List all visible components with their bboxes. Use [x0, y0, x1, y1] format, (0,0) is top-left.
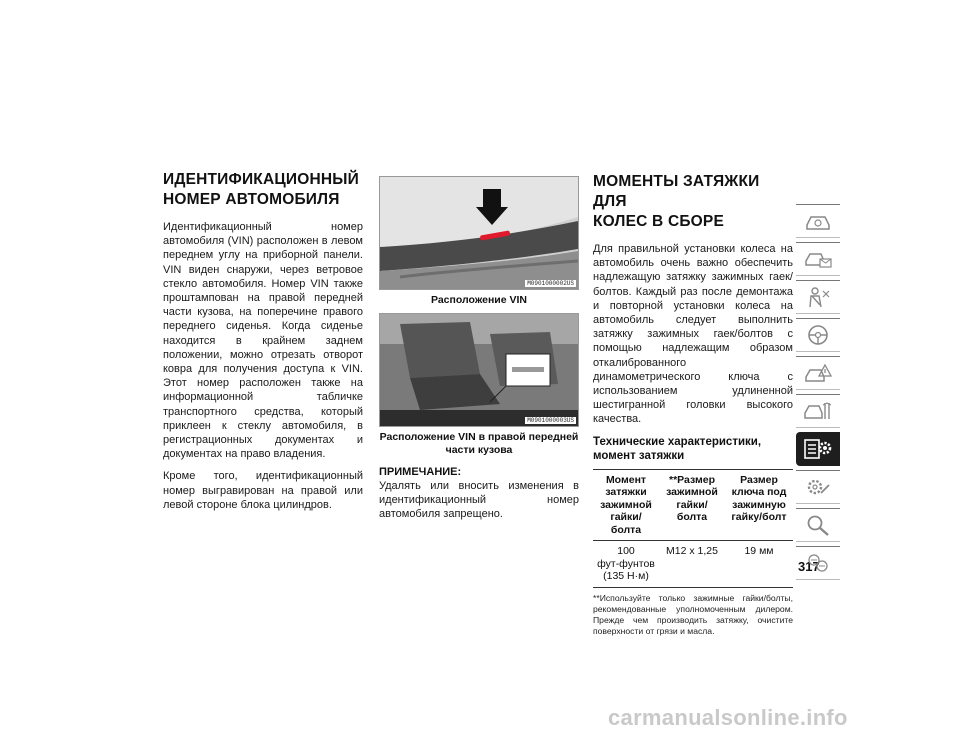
tab-dashboard[interactable] — [796, 204, 840, 238]
vin-seat-photo — [379, 313, 579, 427]
image-code: M0901000002US — [527, 280, 574, 287]
note-title: ПРИМЕЧАНИЕ: — [379, 466, 462, 478]
photo-caption-2: Расположение VIN в правой передней части кузова — [379, 431, 579, 456]
vin-dashboard-photo — [379, 176, 579, 290]
right-column — [593, 172, 793, 637]
torque-paragraph: Для правильной установки колеса на автомобиль очень важно обеспечить надлежащую затяжку зажимных гаек/болтов. Каждый раз после демонтажа и повторной установки колеса на автомобиль следует выполнить затяжку зажимных гаек/болтов с помощью надлежащим образом откалиброванного динамометрического ключа с использованием удлиненной шестигранной головки высокого качества. — [593, 243, 793, 426]
section-heading-vin — [163, 170, 363, 210]
vin-paragraph-2: Кроме того, идентификационный номер выгравирован на правой или левой стороне блока цилиндров. — [163, 470, 363, 511]
torque-unit: фут-фунтов — [597, 557, 655, 570]
seat-illustration — [380, 314, 578, 426]
specifications-gear-icon — [802, 436, 834, 462]
tab-driving[interactable] — [796, 318, 840, 352]
middle-column — [379, 176, 579, 530]
image-code: M0901000003US — [527, 417, 574, 424]
heading-line: ИДЕНТИФИКАЦИОННЫЙ — [163, 171, 359, 188]
heading-line: МОМЕНТЫ ЗАТЯЖКИ ДЛЯ — [593, 173, 760, 210]
tab-messages[interactable] — [796, 242, 840, 276]
vin-paragraph-1: Идентификационный номер автомобиля (VIN) расположен в левом переднем углу на приборной панели. VIN виден снаружи, через ветровое стекло автомобиля. Номер VIN также проштампован на правой передней части кузова, на поперечине правого переднего сиденья. Когда сиденье находится в крайнем заднем положении, можно отрезать отворот ковра для получения доступа к VIN. Этот номер расположен также на информационной табличке транспортного средства, который приклеен к стеклу автомобиля, в регистрационных документах и документах на право владения. — [163, 221, 363, 461]
table-header-cell: **Размер зажимной гайки/болта — [659, 469, 725, 541]
torque-subheading — [593, 435, 793, 463]
tab-specifications[interactable] — [796, 432, 840, 466]
tab-emergency[interactable] — [796, 356, 840, 390]
tab-index[interactable] — [796, 508, 840, 542]
table-cell-socket: 19 мм — [725, 541, 793, 588]
car-warning-icon — [803, 361, 833, 385]
heading-line: НОМЕР АВТОМОБИЛЯ — [163, 191, 340, 208]
heading-line: КОЛЕС В СБОРЕ — [593, 213, 725, 230]
torque-metric: (135 Н·м) — [603, 570, 649, 583]
steering-wheel-icon — [803, 323, 833, 347]
left-column — [163, 170, 363, 520]
car-dashboard-icon — [803, 209, 833, 233]
table-footnote: **Используйте только зажимные гайки/болты, рекомендованные уполномоченным дилером. Прежде чем производить затяжку, очистите поверхности от грязи и масла. — [593, 592, 793, 636]
tab-maintenance[interactable] — [796, 394, 840, 428]
car-seatbelt-icon — [803, 285, 833, 309]
multilingual-icon — [803, 551, 833, 575]
table-header-cell: Момент затяжки зажимной гайки/болта — [593, 469, 659, 541]
dashboard-illustration — [380, 177, 578, 289]
photo-caption-1: Расположение VIN — [430, 294, 528, 306]
tab-languages[interactable] — [796, 546, 840, 580]
table-row — [593, 541, 793, 588]
tab-service[interactable] — [796, 470, 840, 504]
car-envelope-icon — [803, 247, 833, 271]
tab-safety[interactable] — [796, 280, 840, 314]
table-cell-torque — [593, 541, 659, 588]
magnifier-icon — [803, 513, 833, 537]
subheading-line: момент затяжки — [593, 449, 685, 462]
table-cell-size: M12 x 1,25 — [659, 541, 725, 588]
car-tools-icon — [803, 399, 833, 423]
page-number: 317 — [798, 559, 820, 574]
note-text: Удалять или вносить изменения в идентификационный номер автомобиля запрещено. — [379, 480, 579, 521]
section-heading-torque — [593, 172, 793, 232]
gear-wrench-icon — [803, 475, 833, 499]
table-header-cell: Размер ключа под зажимную гайку/болт — [725, 469, 793, 541]
subheading-line: Технические характеристики, — [593, 435, 762, 448]
torque-value: 100 — [617, 545, 635, 558]
section-tabs — [796, 204, 842, 584]
watermark: carmanualsonline.info — [608, 705, 848, 730]
table-header-row — [593, 469, 793, 541]
torque-spec-table — [593, 469, 793, 588]
